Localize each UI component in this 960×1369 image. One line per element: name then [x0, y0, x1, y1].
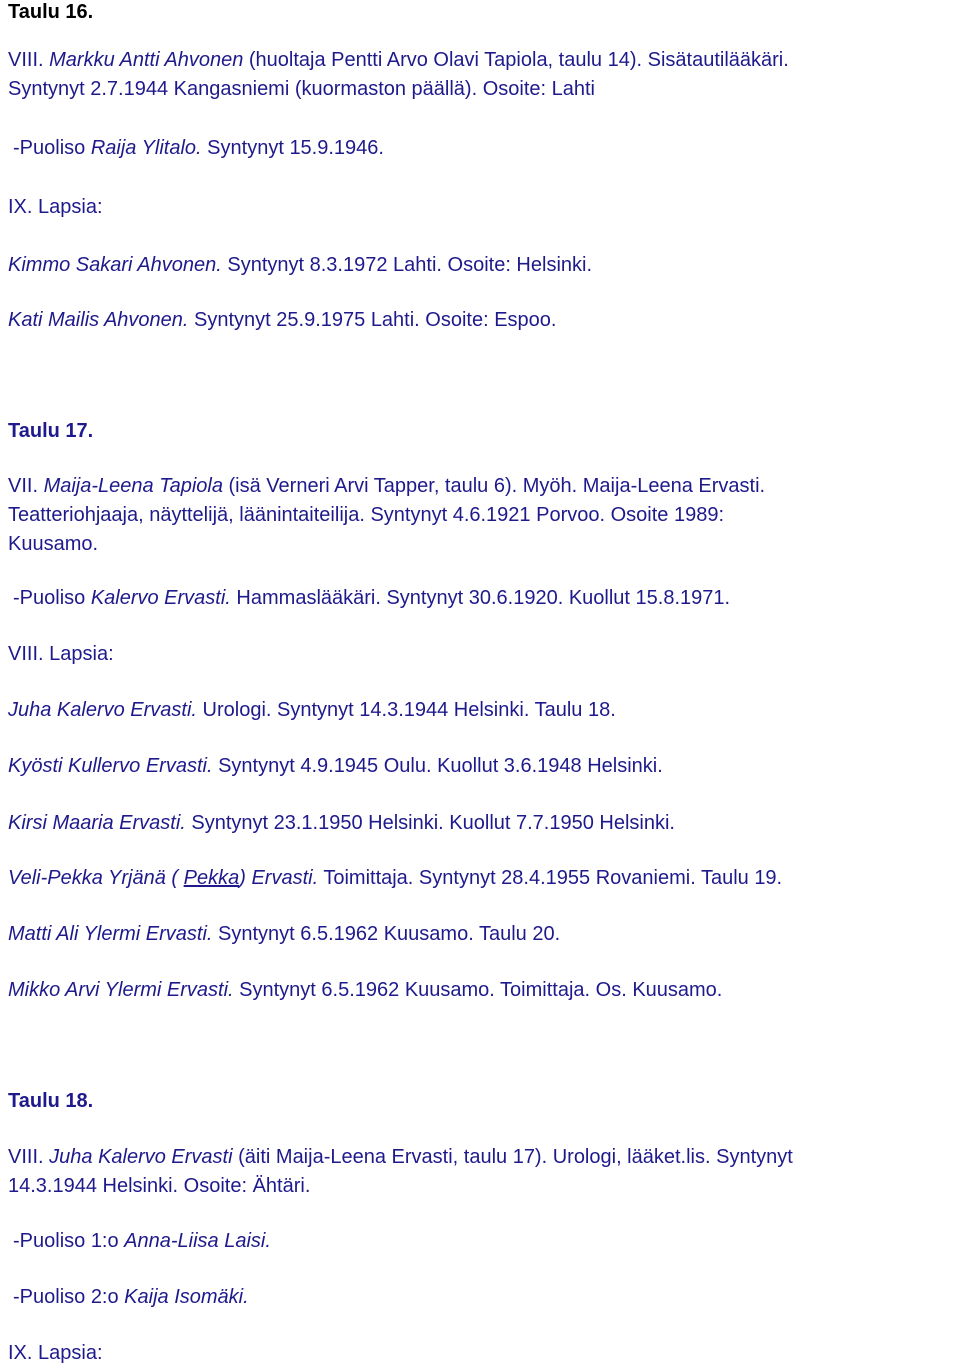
taulu-17-child-4: [8, 866, 782, 890]
taulu-17-children-heading: [8, 642, 114, 666]
person-name: Juha Kalervo Ervasti: [49, 1146, 233, 1168]
taulu-17-main-entry: [8, 474, 765, 498]
taulu-18-spouse-1: [13, 1229, 271, 1253]
spouse-prefix: -Puoliso 2:o: [13, 1286, 125, 1308]
spouse-name: Kaija Isomäki.: [124, 1286, 249, 1308]
taulu-16-main-entry: [8, 48, 789, 72]
child-details: Syntynyt 8.3.1972 Lahti. Osoite: Helsinki.: [221, 254, 593, 276]
taulu-18-main-entry-cont: 14.3.1944 Helsinki. Osoite: Ähtäri.: [8, 1175, 311, 1197]
taulu-18-children-heading: [8, 1341, 103, 1365]
taulu-17-child-5: [8, 922, 560, 946]
children-label: Lapsia:: [32, 1342, 103, 1364]
taulu-16-child-1: [8, 253, 592, 277]
child-name: Kirsi Maaria Ervasti.: [8, 812, 186, 834]
child-name-part: Veli-Pekka Yrjänä (: [8, 867, 184, 889]
generation-number: IX.: [8, 1342, 33, 1364]
person-name: Markku Antti Ahvonen: [49, 49, 244, 71]
child-name-part: ) Ervasti.: [239, 867, 319, 889]
taulu-17-child-3: [8, 811, 675, 835]
child-name: Kimmo Sakari Ahvonen.: [8, 254, 222, 276]
taulu-16-title: Taulu 16.: [8, 1, 94, 23]
child-details: Syntynyt 6.5.1962 Kuusamo. Toimittaja. Os. Kuusamo.: [233, 979, 723, 1001]
entry-details: (huoltaja Pentti Arvo Olavi Tapiola, taulu 14). Sisätautilääkäri.: [243, 49, 789, 71]
taulu-17-main-entry-cont: Teatteriohjaaja, näyttelijä, läänintaiteilija. Syntynyt 4.6.1921 Porvoo. Osoite 1989:: [8, 504, 724, 526]
child-details: Syntynyt 23.1.1950 Helsinki. Kuollut 7.7.1950 Helsinki.: [185, 812, 675, 834]
taulu-17-child-2: [8, 754, 663, 778]
entry-details: (äiti Maija-Leena Ervasti, taulu 17). Urologi, lääket.lis. Syntynyt: [232, 1146, 793, 1168]
child-nickname: Pekka: [183, 867, 240, 889]
taulu-17-child-6: [8, 978, 722, 1002]
taulu-17-child-1: [8, 698, 616, 722]
generation-number: VII.: [8, 475, 39, 497]
person-name: Maija-Leena Tapiola: [43, 475, 223, 497]
spouse-prefix: -Puoliso: [13, 587, 91, 609]
taulu-17-main-entry-cont-2: Kuusamo.: [8, 533, 99, 555]
taulu-18-title: Taulu 18.: [8, 1090, 94, 1112]
child-name: Matti Ali Ylermi Ervasti.: [8, 923, 213, 945]
child-name: Kati Mailis Ahvonen.: [8, 309, 189, 331]
child-details: Toimittaja. Syntynyt 28.4.1955 Rovaniemi. Taulu 19.: [318, 867, 783, 889]
spouse-name: Raija Ylitalo.: [90, 137, 202, 159]
taulu-16-spouse: [13, 136, 384, 160]
spouse-name: Anna-Liisa Laisi.: [124, 1230, 271, 1252]
child-details: Urologi. Syntynyt 14.3.1944 Helsinki. Taulu 18.: [196, 699, 616, 721]
taulu-18-spouse-2: [13, 1285, 249, 1309]
generation-number: VIII.: [8, 643, 44, 665]
child-name: Mikko Arvi Ylermi Ervasti.: [8, 979, 234, 1001]
entry-details: (isä Verneri Arvi Tapper, taulu 6). Myöh. Maija-Leena Ervasti.: [222, 475, 766, 497]
generation-number: VIII.: [8, 1146, 44, 1168]
children-label: Lapsia:: [43, 643, 114, 665]
spouse-prefix: -Puoliso 1:o: [13, 1230, 125, 1252]
child-details: Syntynyt 25.9.1975 Lahti. Osoite: Espoo.: [188, 309, 557, 331]
child-name: Juha Kalervo Ervasti.: [8, 699, 197, 721]
child-name: [8, 867, 318, 889]
taulu-17-title: Taulu 17.: [8, 420, 94, 442]
spouse-prefix: -Puoliso: [13, 137, 91, 159]
child-details: Syntynyt 4.9.1945 Oulu. Kuollut 3.6.1948 Helsinki.: [212, 755, 663, 777]
spouse-details: Hammaslääkäri. Syntynyt 30.6.1920. Kuollut 15.8.1971.: [230, 587, 731, 609]
taulu-16-main-entry-cont: Syntynyt 2.7.1944 Kangasniemi (kuormaston päällä). Osoite: Lahti: [8, 78, 595, 100]
taulu-18-main-entry: [8, 1145, 793, 1169]
children-label: Lapsia:: [32, 196, 103, 218]
spouse-name: Kalervo Ervasti.: [90, 587, 231, 609]
child-name: Kyösti Kullervo Ervasti.: [8, 755, 213, 777]
generation-number: IX.: [8, 196, 33, 218]
spouse-details: Syntynyt 15.9.1946.: [201, 137, 384, 159]
taulu-16-children-heading: [8, 195, 103, 219]
taulu-17-spouse: [13, 586, 730, 610]
generation-number: VIII.: [8, 49, 44, 71]
child-details: Syntynyt 6.5.1962 Kuusamo. Taulu 20.: [212, 923, 561, 945]
taulu-16-child-2: [8, 308, 556, 332]
